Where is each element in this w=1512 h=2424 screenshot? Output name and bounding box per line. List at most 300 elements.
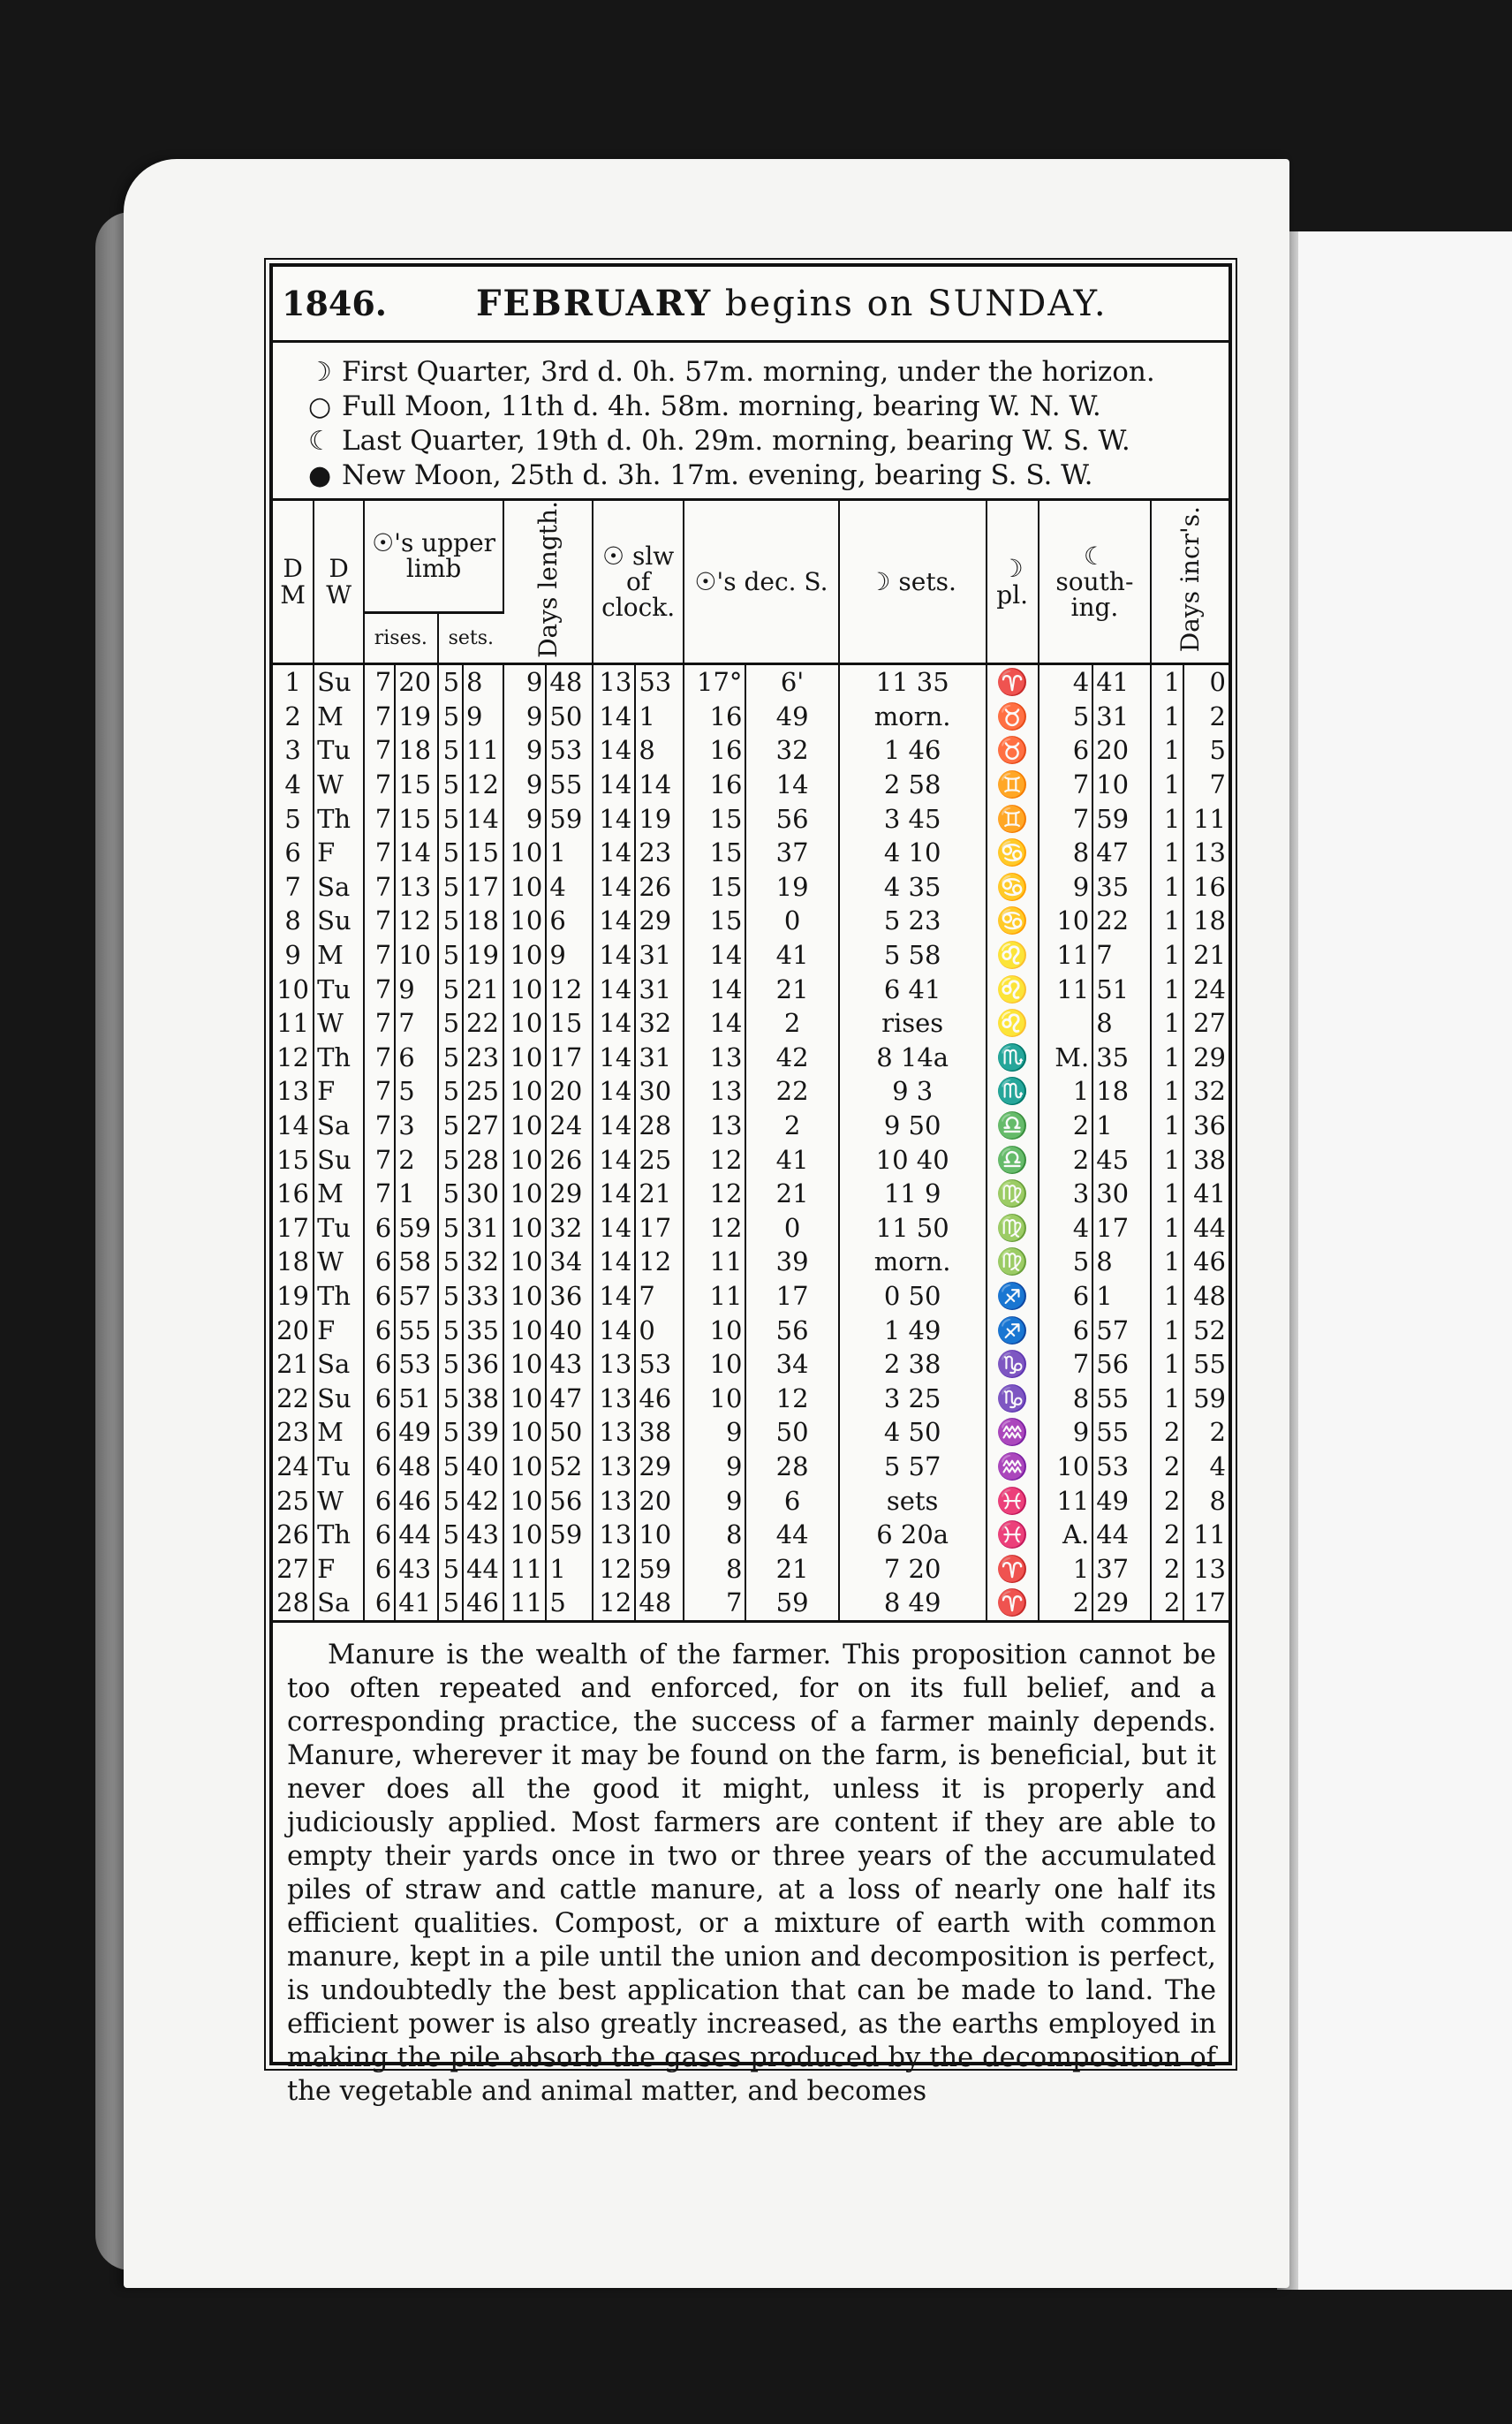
table-cell: 5 — [438, 700, 464, 734]
table-cell: 5 — [438, 1109, 464, 1143]
table-cell: 15 — [684, 836, 745, 870]
table-cell: 33 — [463, 1279, 503, 1314]
table-cell: 34 — [745, 1347, 838, 1382]
table-cell: 43 — [395, 1552, 437, 1587]
table-cell: 39 — [463, 1415, 503, 1450]
table-cell: M — [314, 1177, 364, 1211]
table-cell: 5 — [438, 1006, 464, 1041]
table-cell: 11 — [1039, 938, 1092, 973]
moon-phase-line — [308, 424, 1218, 458]
table-row — [273, 1347, 1228, 1382]
moon-phase-text: First Quarter, 3rd d. 0h. 57m. morning, under the horizon. — [342, 356, 1155, 388]
table-cell: 15 — [395, 802, 437, 837]
year-label: 1846. — [282, 284, 387, 323]
table-cell: 8 — [463, 664, 503, 700]
table-cell: 1 — [1151, 664, 1183, 700]
table-cell: 46 — [635, 1382, 684, 1416]
table-cell: 10 — [503, 1484, 546, 1519]
table-cell: 10 — [503, 836, 546, 870]
table-cell: F — [314, 1552, 364, 1587]
table-cell: 6 41 — [839, 973, 987, 1007]
table-cell: 5 — [438, 664, 464, 700]
table-cell: 2 — [1209, 701, 1226, 731]
table-cell: 6 — [364, 1484, 395, 1519]
table-cell: 47 — [1092, 836, 1151, 870]
table-cell: 25 — [463, 1074, 503, 1109]
col-header-days-length: Days length. — [503, 501, 593, 664]
table-cell: 55 — [395, 1314, 437, 1348]
table-row — [273, 1279, 1228, 1314]
table-cell: 12 — [684, 1211, 745, 1246]
table-cell: ♌ — [987, 938, 1039, 973]
table-cell: 6 — [546, 904, 593, 938]
new-moon-icon: ● — [308, 460, 332, 491]
table-cell: 7 — [395, 1006, 437, 1041]
table-row — [273, 1314, 1228, 1348]
table-cell: 8 — [684, 1518, 745, 1552]
table-cell: 11 — [684, 1245, 745, 1279]
table-cell: 48 — [635, 1586, 684, 1620]
col-header-slow-clock: ☉ slw of clock. — [593, 501, 684, 664]
table-cell: 1 — [1151, 1143, 1183, 1178]
table-row — [273, 904, 1228, 938]
table-cell: 10 — [503, 1279, 546, 1314]
table-cell: 13 — [684, 1041, 745, 1075]
table-cell: 14 — [593, 938, 635, 973]
table-cell: 9 — [503, 664, 546, 700]
col-header-dm: D M — [273, 501, 314, 664]
table-cell: 25 — [273, 1484, 314, 1519]
table-cell: 10 — [395, 938, 437, 973]
table-cell: 0 — [635, 1314, 684, 1348]
table-cell: 5 — [438, 973, 464, 1007]
table-cell: 48 — [546, 664, 593, 700]
table-cell: 55 — [1193, 1349, 1226, 1380]
table-cell: M — [314, 700, 364, 734]
table-cell: 13 — [273, 1074, 314, 1109]
table-cell: 1 — [1151, 938, 1183, 973]
table-cell: 7 — [684, 1586, 745, 1620]
table-cell: 56 — [745, 1314, 838, 1348]
table-cell: 21 — [745, 1552, 838, 1587]
table-cell: 24 — [546, 1109, 593, 1143]
table-cell: Tu — [314, 1450, 364, 1484]
table-cell: 35 — [1092, 870, 1151, 905]
table-cell: 1 — [1151, 1177, 1183, 1211]
table-row — [273, 733, 1228, 768]
table-cell: 29 — [1193, 1042, 1226, 1072]
table-cell: 10 — [684, 1314, 745, 1348]
table-cell: 53 — [546, 733, 593, 768]
table-cell: 1 — [546, 1552, 593, 1587]
table-cell: 49 — [745, 700, 838, 734]
table-cell: 10 — [684, 1382, 745, 1416]
table-cell: 42 — [745, 1041, 838, 1075]
table-cell: ♑ — [987, 1382, 1039, 1416]
table-cell: 26 — [546, 1143, 593, 1178]
table-cell: 10 — [503, 1143, 546, 1178]
table-cell: ♉ — [987, 733, 1039, 768]
table-cell: 39 — [745, 1245, 838, 1279]
table-cell: W — [314, 1006, 364, 1041]
table-cell: 1 — [1151, 1382, 1183, 1416]
table-row — [273, 1586, 1228, 1620]
table-cell: 44 — [1193, 1212, 1226, 1243]
table-cell: 20 — [635, 1484, 684, 1519]
table-cell: 21 — [745, 1177, 838, 1211]
table-cell: 20 — [1092, 733, 1151, 768]
table-cell: 1 — [546, 836, 593, 870]
table-cell: 11 — [1193, 1519, 1226, 1550]
table-cell: ♍ — [987, 1245, 1039, 1279]
table-cell: 57 — [1092, 1314, 1151, 1348]
table-cell: 53 — [395, 1347, 437, 1382]
table-cell: 18 — [1092, 1074, 1151, 1109]
table-cell: 8 — [684, 1552, 745, 1587]
table-cell: Th — [314, 1279, 364, 1314]
month-name: FEBRUARY — [476, 283, 713, 324]
table-cell: 30 — [1092, 1177, 1151, 1211]
table-cell: 1 — [1151, 1074, 1183, 1109]
table-cell: 9 — [684, 1415, 745, 1450]
table-cell: 41 — [1193, 1178, 1226, 1209]
table-cell: 15 — [546, 1006, 593, 1041]
table-cell: 31 — [1092, 700, 1151, 734]
table-cell: 1 — [1151, 1245, 1183, 1279]
table-cell: 6 — [273, 836, 314, 870]
table-cell: rises — [839, 1006, 987, 1041]
table-cell: 4 — [273, 768, 314, 802]
table-row — [273, 1041, 1228, 1075]
table-cell: 31 — [635, 938, 684, 973]
table-cell: 56 — [546, 1484, 593, 1519]
table-cell: 5 — [1209, 735, 1226, 766]
col-header-sun-limb: ☉'s upper limb — [364, 501, 503, 612]
table-cell: 5 — [546, 1586, 593, 1620]
table-cell: 10 — [503, 1245, 546, 1279]
table-cell: 1 — [1151, 802, 1183, 837]
full-moon-icon: ○ — [308, 391, 332, 422]
table-cell: 7 20 — [839, 1552, 987, 1587]
table-cell: 12 — [546, 973, 593, 1007]
table-cell: 22 — [1092, 904, 1151, 938]
table-cell: 5 57 — [839, 1450, 987, 1484]
table-cell: Th — [314, 1518, 364, 1552]
table-cell: 14 — [684, 938, 745, 973]
table-cell: 14 — [684, 1006, 745, 1041]
table-cell: 6 — [395, 1041, 437, 1075]
table-cell: 6 — [1039, 1314, 1092, 1348]
table-cell: 12 — [684, 1177, 745, 1211]
table-cell: 44 — [1092, 1518, 1151, 1552]
col-header-moon-southing: ☾ south-ing. — [1039, 501, 1151, 664]
table-cell: ♊ — [987, 802, 1039, 837]
table-cell: 20 — [273, 1314, 314, 1348]
table-cell: 10 — [503, 1074, 546, 1109]
table-cell: 5 — [438, 1211, 464, 1246]
table-cell: 7 — [1039, 802, 1092, 837]
table-cell: 1 — [273, 664, 314, 700]
table-cell: 13 — [593, 1347, 635, 1382]
table-cell: 40 — [463, 1450, 503, 1484]
table-cell: 7 — [364, 938, 395, 973]
table-cell: 14 — [593, 904, 635, 938]
table-cell: 7 — [1039, 768, 1092, 802]
table-cell: ♈ — [987, 1586, 1039, 1620]
table-cell: F — [314, 1314, 364, 1348]
table-cell: Sa — [314, 1347, 364, 1382]
table-cell: Su — [314, 664, 364, 700]
table-cell: 3 — [1039, 1177, 1092, 1211]
table-cell: 26 — [635, 870, 684, 905]
table-cell: 5 23 — [839, 904, 987, 938]
table-cell: 53 — [635, 664, 684, 700]
table-cell: W — [314, 1484, 364, 1519]
table-cell: 1 — [1151, 836, 1183, 870]
table-row — [273, 802, 1228, 837]
table-cell: 10 — [503, 1415, 546, 1450]
table-row — [273, 1382, 1228, 1416]
table-cell: ♋ — [987, 836, 1039, 870]
table-cell: 5 — [438, 802, 464, 837]
table-cell: 0 50 — [839, 1279, 987, 1314]
table-cell: 21 — [463, 973, 503, 1007]
table-cell: 10 — [635, 1518, 684, 1552]
table-cell: 12 — [593, 1586, 635, 1620]
table-cell: Su — [314, 1382, 364, 1416]
table-cell: 13 — [593, 1484, 635, 1519]
table-cell: 6 — [364, 1586, 395, 1620]
table-cell: 14 — [593, 733, 635, 768]
table-cell: 11 — [684, 1279, 745, 1314]
table-cell: 14 — [593, 1211, 635, 1246]
table-cell: 1 — [1092, 1279, 1151, 1314]
table-cell: 46 — [1193, 1246, 1226, 1277]
table-cell: 16 — [1193, 871, 1226, 902]
table-cell: A. — [1039, 1518, 1092, 1552]
table-cell: 11 9 — [839, 1177, 987, 1211]
table-cell: 6 — [364, 1245, 395, 1279]
table-cell: 12 — [635, 1245, 684, 1279]
table-cell: 17 — [745, 1279, 838, 1314]
table-cell: 52 — [546, 1450, 593, 1484]
table-cell: 10 — [503, 1041, 546, 1075]
table-cell: 46 — [463, 1586, 503, 1620]
table-cell: 2 38 — [839, 1347, 987, 1382]
table-cell: 14 — [593, 1074, 635, 1109]
table-cell: 13 — [593, 1415, 635, 1450]
table-row — [273, 1245, 1228, 1279]
table-cell: 2 — [1151, 1484, 1183, 1519]
table-cell: 4 — [1039, 1211, 1092, 1246]
table-cell: 27 — [273, 1552, 314, 1587]
table-cell: 28 — [273, 1586, 314, 1620]
table-cell: 2 — [1039, 1109, 1092, 1143]
table-cell: 29 — [1092, 1586, 1151, 1620]
table-cell: 56 — [745, 802, 838, 837]
table-cell: 53 — [635, 1347, 684, 1382]
table-cell: 46 — [395, 1484, 437, 1519]
table-row — [273, 664, 1228, 700]
table-cell: W — [314, 1245, 364, 1279]
table-cell: Sa — [314, 1586, 364, 1620]
table-cell: 21 — [273, 1347, 314, 1382]
table-cell: 11 — [1039, 1484, 1092, 1519]
table-cell: 59 — [745, 1586, 838, 1620]
table-cell: 51 — [395, 1382, 437, 1416]
table-cell: 6 — [364, 1382, 395, 1416]
table-cell: 6 — [364, 1211, 395, 1246]
table-cell: 2 — [1039, 1143, 1092, 1178]
table-cell: ♋ — [987, 904, 1039, 938]
facing-page — [1298, 231, 1512, 2290]
table-cell: 5 — [438, 768, 464, 802]
table-cell: 19 — [745, 870, 838, 905]
table-cell: 11 — [463, 733, 503, 768]
moon-phase-text: Full Moon, 11th d. 4h. 58m. morning, bearing W. N. W. — [342, 390, 1101, 422]
table-cell: 7 — [364, 836, 395, 870]
table-cell: ♌ — [987, 1006, 1039, 1041]
table-cell: 1 — [1151, 700, 1183, 734]
table-cell: 7 — [364, 1177, 395, 1211]
table-cell: 10 — [503, 1518, 546, 1552]
table-cell: 5 — [438, 1074, 464, 1109]
table-cell: 8 49 — [839, 1586, 987, 1620]
last-quarter-moon-icon: ☾ — [308, 426, 332, 457]
table-cell: 45 — [1092, 1143, 1151, 1178]
table-cell: 18 — [463, 904, 503, 938]
table-cell: 2 — [745, 1109, 838, 1143]
table-cell: 28 — [635, 1109, 684, 1143]
table-cell: 7 — [364, 1143, 395, 1178]
table-cell: Th — [314, 1041, 364, 1075]
table-row — [273, 870, 1228, 905]
table-cell: 27 — [463, 1109, 503, 1143]
table-cell: 14 — [593, 1006, 635, 1041]
table-row — [273, 1074, 1228, 1109]
table-cell: 37 — [1092, 1552, 1151, 1587]
table-cell: 16 — [684, 768, 745, 802]
table-cell: ♏ — [987, 1074, 1039, 1109]
table-cell: 11 — [1039, 973, 1092, 1007]
table-cell: 9 — [503, 733, 546, 768]
table-cell: 10 — [1092, 768, 1151, 802]
table-cell: 9 — [503, 700, 546, 734]
table-cell: 5 — [438, 1177, 464, 1211]
table-cell: 10 — [503, 1177, 546, 1211]
table-row — [273, 1006, 1228, 1041]
table-cell: ♎ — [987, 1143, 1039, 1178]
table-cell: 14 — [273, 1109, 314, 1143]
table-cell: 37 — [745, 836, 838, 870]
table-cell: 5 — [438, 1347, 464, 1382]
table-cell: 22 — [463, 1006, 503, 1041]
table-cell: 59 — [635, 1552, 684, 1587]
col-header-sets: sets. — [438, 612, 504, 663]
table-cell: 42 — [463, 1484, 503, 1519]
table-cell: 55 — [1092, 1382, 1151, 1416]
table-cell: 21 — [635, 1177, 684, 1211]
table-cell: 59 — [546, 802, 593, 837]
table-cell: 14 — [593, 870, 635, 905]
table-cell: 7 — [364, 802, 395, 837]
table-cell: 10 — [503, 973, 546, 1007]
table-cell: 13 — [684, 1109, 745, 1143]
table-cell: 38 — [635, 1415, 684, 1450]
table-cell: Tu — [314, 733, 364, 768]
table-cell: 50 — [546, 700, 593, 734]
table-cell: 10 — [503, 938, 546, 973]
table-cell: 9 — [1039, 870, 1092, 905]
table-cell: 1 — [1151, 1211, 1183, 1246]
table-cell: 10 — [503, 1211, 546, 1246]
table-cell: 31 — [463, 1211, 503, 1246]
table-cell: ♊ — [987, 768, 1039, 802]
table-cell: 14 — [593, 1041, 635, 1075]
table-cell: morn. — [839, 1245, 987, 1279]
table-cell: 17 — [546, 1041, 593, 1075]
table-cell: 14 — [593, 1109, 635, 1143]
table-cell: 19 — [635, 802, 684, 837]
moon-phase-text: New Moon, 25th d. 3h. 17m. evening, bearing S. S. W. — [342, 459, 1093, 491]
table-cell: 7 — [364, 1074, 395, 1109]
table-cell: 7 — [364, 733, 395, 768]
moon-phase-line — [308, 390, 1218, 424]
table-cell: 4 50 — [839, 1415, 987, 1450]
table-cell: 9 — [503, 802, 546, 837]
table-cell: 59 — [546, 1518, 593, 1552]
table-cell: 15 — [395, 768, 437, 802]
table-cell: 10 — [503, 1314, 546, 1348]
table-cell: 9 — [546, 938, 593, 973]
table-cell: ♒ — [987, 1450, 1039, 1484]
table-row — [273, 1211, 1228, 1246]
table-cell: 2 — [273, 700, 314, 734]
table-cell: 50 — [745, 1415, 838, 1450]
table-cell: 6' — [745, 664, 838, 700]
table-cell: 55 — [1092, 1415, 1151, 1450]
table-cell: 20 — [395, 664, 437, 700]
table-cell: 0 — [745, 904, 838, 938]
table-cell: 1 — [1039, 1074, 1092, 1109]
moon-phase-line — [308, 458, 1218, 493]
table-cell: 3 25 — [839, 1382, 987, 1416]
table-cell: 11 50 — [839, 1211, 987, 1246]
essay-text: Manure is the wealth of the farmer. This proposition cannot be too often repeated and enforced, for on its full belief, and a corresponding practice, the success of a farmer mainly depends. Manure, wherever it may be found on the farm, is beneficial, but it never does all the good it might, unless it is properly and judiciously applied. Most farmers are content if they are able to empty their yards once in two or three years of the accumulated piles of straw and cattle manure, at a loss of nearly one half its efficient qualities. Compost, or a mixture of earth with common manure, kept in a pile until the union and decomposition is perfect, is undoubtedly the best application that can be made to land. The efficient power is also greatly increased, as the earths employed in making the pile absorb the gases produced by the decomposition of the vegetable and animal matter, and becomes — [273, 1620, 1228, 2109]
table-cell: 6 20a — [839, 1518, 987, 1552]
table-cell: 56 — [1092, 1347, 1151, 1382]
table-cell: 6 — [364, 1518, 395, 1552]
table-cell: 25 — [635, 1143, 684, 1178]
table-cell: 15 — [684, 802, 745, 837]
table-cell: 17 — [1092, 1211, 1151, 1246]
table-cell: 11 — [503, 1552, 546, 1587]
table-cell: 0 — [745, 1211, 838, 1246]
table-cell: 19 — [395, 700, 437, 734]
table-cell: 51 — [1092, 973, 1151, 1007]
table-cell: 53 — [1092, 1450, 1151, 1484]
table-cell: 7 — [364, 973, 395, 1007]
table-cell: 9 3 — [839, 1074, 987, 1109]
table-cell: 6 — [1039, 733, 1092, 768]
table-cell: 27 — [1193, 1008, 1226, 1039]
moon-phases — [273, 343, 1228, 501]
table-cell: 18 — [1193, 905, 1226, 936]
table-cell: 8 — [635, 733, 684, 768]
table-cell: ♒ — [987, 1415, 1039, 1450]
table-cell: 1 — [635, 700, 684, 734]
table-cell: 8 — [1209, 1485, 1226, 1516]
